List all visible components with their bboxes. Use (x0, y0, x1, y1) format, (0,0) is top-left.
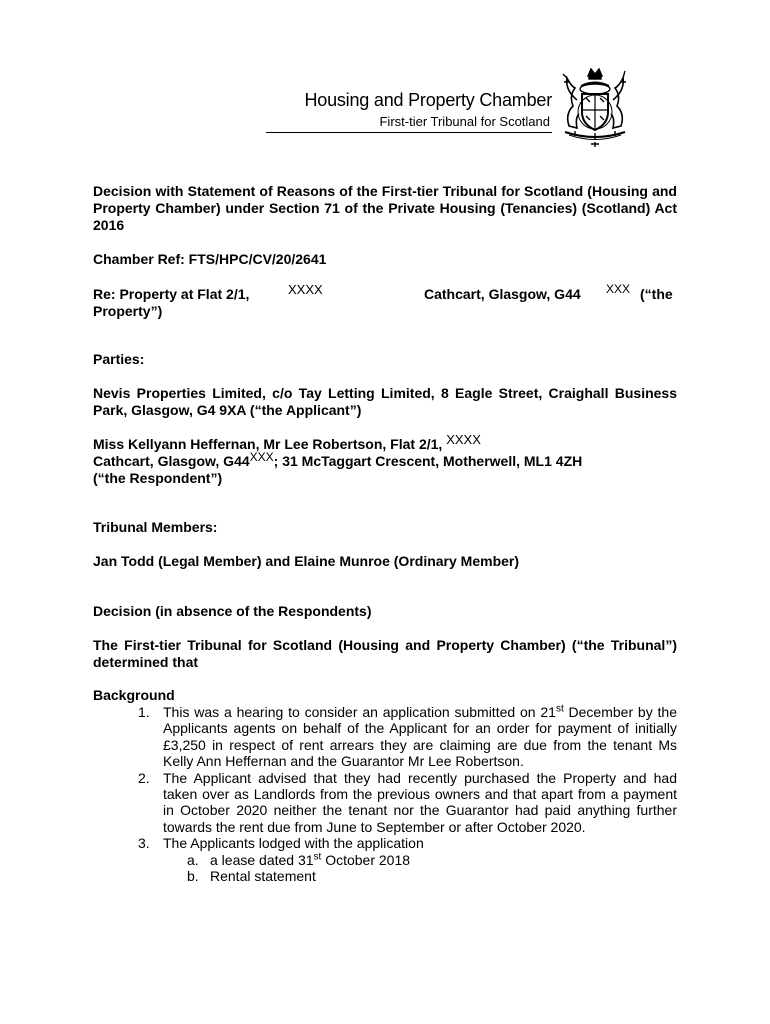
redacted-postcode-1: XXX (606, 282, 631, 296)
sub-list-item (138, 868, 677, 884)
respondent-line1: Miss Kellyann Heffernan, Mr Lee Robertson, Flat 2/1, (93, 436, 443, 452)
item-number: 3. (138, 835, 150, 852)
item-letter: a. (187, 851, 199, 868)
sub-list-item (138, 852, 677, 868)
parties-heading: Parties: (93, 351, 145, 367)
determination-statement: The First-tier Tribunal for Scotland (Housing and Property Chamber) (“the Tribunal”) determined that (93, 637, 677, 670)
list-item (138, 835, 677, 851)
item-number: 1. (138, 704, 150, 720)
tribunal-members: Jan Todd (Legal Member) and Elaine Munroe (Ordinary Member) (93, 553, 520, 569)
property-locality: Cathcart, Glasgow, G44 (424, 286, 581, 302)
respondent-names (93, 432, 481, 452)
redacted-address-2: XXXX (446, 432, 481, 447)
tribunal-subtitle: First-tier Tribunal for Scotland (379, 114, 550, 129)
respondent-label: (“the Respondent”) (93, 470, 223, 486)
item-number: 2. (138, 769, 150, 786)
respondent-locality: Cathcart, Glasgow, G44 (93, 453, 250, 469)
item-text: The Applicants lodged with the application (163, 835, 424, 852)
property-label-line2: Property”) (93, 303, 163, 319)
decision-absence-heading: Decision (in absence of the Respondents) (93, 603, 372, 619)
sub-item-text: a lease dated 31st October 2018 (210, 851, 411, 868)
applicant-details: Nevis Properties Limited, c/o Tay Letting Limited, 8 Eagle Street, Craighall Business Park, Glasgow, G4 9XA (“the Applicant”) (93, 385, 677, 418)
property-label-suffix: (“the (640, 286, 673, 302)
background-heading: Background (93, 687, 175, 703)
members-heading: Tribunal Members: (93, 519, 218, 535)
item-text: The Applicant advised that they had recently purchased the Property and had taken over as Landlords from the previous owners and that apart from a payment in October 2020 neither the tenant nor the Guarantor had paid anything further towards the rent due from June to September or after October 2020. (163, 769, 677, 835)
chamber-reference: Chamber Ref: FTS/HPC/CV/20/2641 (93, 251, 327, 267)
redacted-postcode-2: XXX (249, 450, 274, 464)
list-item (138, 704, 677, 770)
property-re-label: Re: Property at Flat 2/1, (93, 286, 250, 302)
background-list (138, 704, 677, 884)
chamber-title: Housing and Property Chamber (304, 90, 552, 110)
respondent-second-address: ; 31 McTaggart Crescent, Motherwell, ML1 4ZH (273, 453, 583, 469)
letterhead-rule (266, 132, 552, 133)
decision-heading: Decision with Statement of Reasons of the First-tier Tribunal for Scotland (Housing and Property Chamber) under Section 71 of the Private Housing (Tenancies) (Scotland) Act 2016 (93, 183, 677, 233)
royal-coat-of-arms-icon (555, 64, 635, 150)
item-text: This was a hearing to consider an application submitted on 21st December by the Applicants agents on behalf of the Applicant for an order for payment of initially £3,250 in respect of rent arrears they are claiming are due from the tenant Ms Kelly Ann Heffernan and the Guarantor Mr Lee Robertson. (163, 703, 677, 770)
item-letter: b. (187, 868, 199, 885)
respondent-address (93, 450, 583, 469)
redacted-address-1: XXXX (288, 282, 323, 297)
list-item (138, 770, 677, 836)
sub-item-text: Rental statement (210, 868, 316, 885)
